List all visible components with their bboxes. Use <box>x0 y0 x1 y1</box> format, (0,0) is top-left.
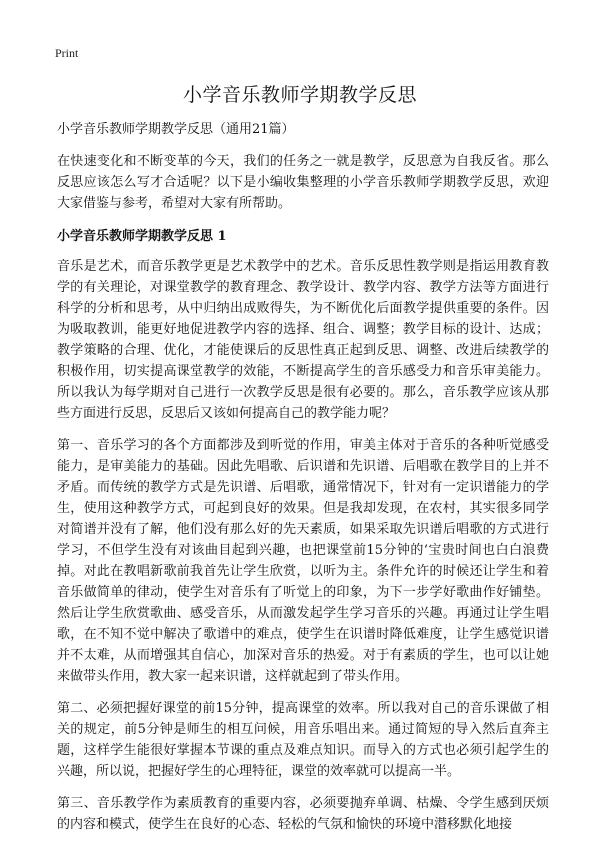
page-title: 小学音乐教师学期教学反思 <box>182 84 417 106</box>
body-paragraph-1: 音乐是艺术，而音乐教学更是艺术教学中的艺术。音乐反思性教学则是指运用教育教学的有关理论，对课堂教学的教育理念、教学设计、教学内容、教学方法等方面进行科学的分析和思考，从中归纳出成败得失，为不断优化后面教学提供重要的条件。因为吸取教训，能更好地促进教学内容的选择、组合、调整；教学目标的设计、达成；教学策略的合理、优化，才能使课后的反思性真正起到反思、调整、改进后续教学的积极作用，切实提高课堂教学的效能，不断提高学生的音乐感受力和音乐审美能力。所以我认为每学期对自己进行一次教学反思是很有必要的。那么，音乐教学应该从那些方面进行反思，反思后又该如何提高自己的教学能力呢？ <box>57 259 549 421</box>
section-heading: 小学音乐教师学期教学反思 1 <box>57 229 227 244</box>
body-paragraph-4: 第三、音乐教学作为素质教育的重要内容，必须要抛弃单调、枯燥、令学生感到厌烦的内容和模式，使学生在良好的心态、轻松的气氛和愉快的环境中潜移默化地接 <box>57 796 549 832</box>
intro-paragraph: 在快速变化和不断变革的今天，我们的任务之一就是教学，反思意为自我反省。那么反思应该怎么写才合适呢？以下是小编收集整理的小学音乐教师学期教学反思，欢迎大家借鉴与参考，希望对大家有所帮助。 <box>57 154 549 211</box>
article-body <box>57 119 549 846</box>
body-paragraph-3: 第二、必须把握好课堂的前15分钟，提高课堂的效率。所以我对自己的音乐课做了相关的规定，前5分钟是师生的相互问候，用音乐唱出来。通过简短的导入然后直奔主题，这样学生能很好掌握本节课的重点及难点知识。而导入的方式也必须引起学生的兴趣，所以说，把握好学生的心理特征，课堂的效率就可以提高一半。 <box>57 701 549 779</box>
print-link[interactable]: Print <box>55 46 79 60</box>
article-subtitle: 小学音乐教师学期教学反思（通用21篇） <box>57 122 295 137</box>
body-paragraph-2: 第一、音乐学习的各个方面都涉及到听觉的作用，审美主体对于音乐的各种听觉感受能力，是审美能力的基础。因此先唱歌、后识谱和先识谱、后唱歌在教学目的上并不矛盾。而传统的教学方式是先识谱、后唱歌，通常情况下，针对有一定识谱能力的学生，使用这种教学方式，可起到良好的效果。但是我却发现，在农村，其实很多同学对简谱并没有了解，他们没有那么好的先天素质，如果采取先识谱后唱歌的方式进行学习，不但学生没有对该曲目起到兴趣，也把课堂前15分钟的‘宝贵时间也白白浪费掉。对此在教唱新歌前我首先让学生欣赏，以听为主。条件允许的时候还让学生和着音乐做简单的律动，使学生对音乐有了听觉上的印象，为下一步学好歌曲作好铺垫。然后让学生欣赏歌曲、感受音乐，从而激发起学生学习音乐的兴趣。再通过让学生唱歌，在不知不觉中解决了歌谱中的难点，使学生在识谱时降低难度，让学生感觉识谱并不太难，从而增强其自信心，加深对音乐的热爱。对于有素质的学生，也可以让她来做带头作用，教大家一起来识谱，这样就起到了带头作用。 <box>57 438 549 684</box>
